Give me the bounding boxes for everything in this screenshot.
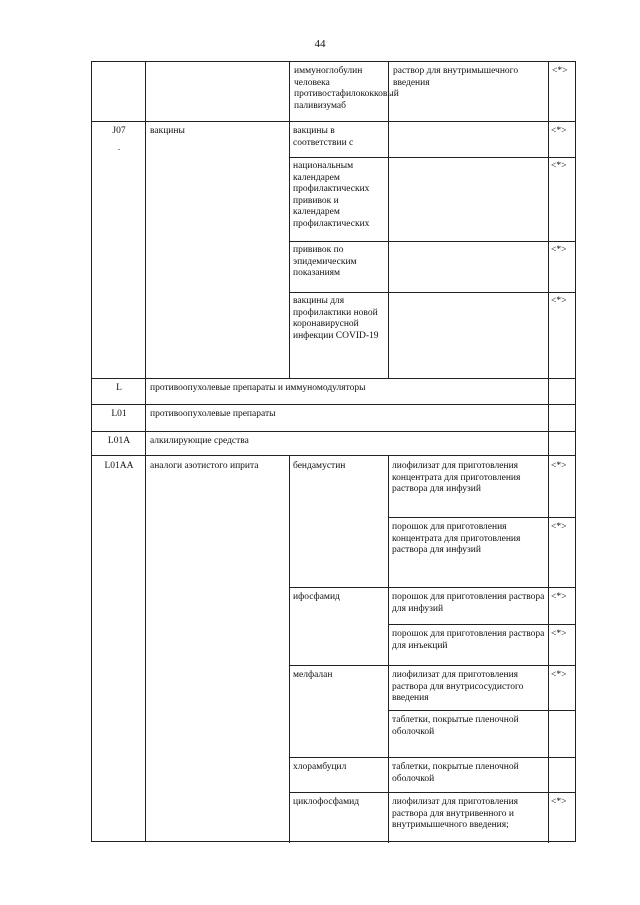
table-row-group	[91, 455, 576, 842]
page-number: 44	[314, 38, 326, 50]
drug-cell: национальным календарем профилактических прививок и календарем профилактических	[293, 161, 370, 229]
drug-cell: мелфалан	[293, 670, 333, 680]
form-cell: порошок для приготовления раствора для инъекций	[392, 629, 545, 651]
form-cell: порошок для приготовления концентрата для приготовления раствора для инфузий	[392, 522, 521, 556]
form-cell: лиофилизат для приготовления раствора для внутривенного и внутримышечного введения;	[392, 797, 519, 831]
table-row	[91, 378, 576, 404]
note-cell: <*>	[551, 592, 567, 602]
code-text: J07	[112, 126, 126, 136]
group-cell: аналоги азотистого иприта	[145, 456, 289, 841]
drug-cell: циклофосфамид	[293, 797, 360, 807]
form-cell: лиофилизат для приготовления раствора для внутрисосудистого введения	[392, 670, 524, 704]
drug-cell: ифосфамид	[293, 592, 340, 602]
table-row	[91, 61, 576, 121]
code-cell: L01A	[107, 436, 131, 446]
group-cell: алкилирующие средства	[145, 432, 548, 455]
drug-cell: бендамустин	[293, 461, 346, 471]
code-cell: L01AA	[104, 461, 134, 471]
note-cell: <*>	[551, 296, 567, 306]
drug-cell: вакцины для профилактики новой коронавирусной инфекции COVID-19	[293, 296, 379, 341]
note-cell: <*>	[548, 62, 575, 121]
table-row	[91, 431, 576, 455]
code-cell	[92, 122, 145, 378]
note-cell: <*>	[551, 522, 567, 532]
code-cell: L	[116, 383, 122, 393]
note-cell: <*>	[551, 670, 567, 680]
form-cell: лиофилизат для приготовления концентрата для приготовления раствора для инфузий	[392, 461, 521, 495]
code-mark: .	[117, 141, 121, 152]
table-row-group	[91, 121, 576, 378]
drug-cell: вакцины в соответствии с	[293, 126, 354, 148]
drug-cell: иммуноглобулин человека противостафилококковый паливизумаб	[289, 62, 388, 121]
note-cell: <*>	[551, 126, 567, 136]
drug-table	[91, 61, 576, 842]
note-cell: <*>	[551, 161, 567, 171]
group-cell: противоопухолевые препараты и иммуномодуляторы	[145, 379, 548, 404]
code-cell: L01	[111, 409, 127, 419]
group-cell: вакцины	[145, 122, 289, 378]
drug-cell: прививок по эпидемическим показаниям	[293, 245, 357, 279]
code-cell	[92, 62, 145, 121]
group-cell	[145, 62, 289, 121]
note-cell: <*>	[551, 245, 567, 255]
note-cell: <*>	[551, 797, 567, 807]
form-cell: раствор для внутримышечного введения	[388, 62, 548, 121]
drug-cell: хлорамбуцил	[293, 762, 347, 772]
note-cell: <*>	[551, 461, 567, 471]
note-cell: <*>	[551, 629, 567, 639]
form-cell: порошок для приготовления раствора для инфузий	[392, 592, 545, 614]
form-cell: таблетки, покрытые пленочной оболочкой	[392, 762, 519, 784]
table-row	[91, 404, 576, 431]
form-cell: таблетки, покрытые пленочной оболочкой	[392, 715, 519, 737]
group-cell: противоопухолевые препараты	[145, 405, 548, 431]
